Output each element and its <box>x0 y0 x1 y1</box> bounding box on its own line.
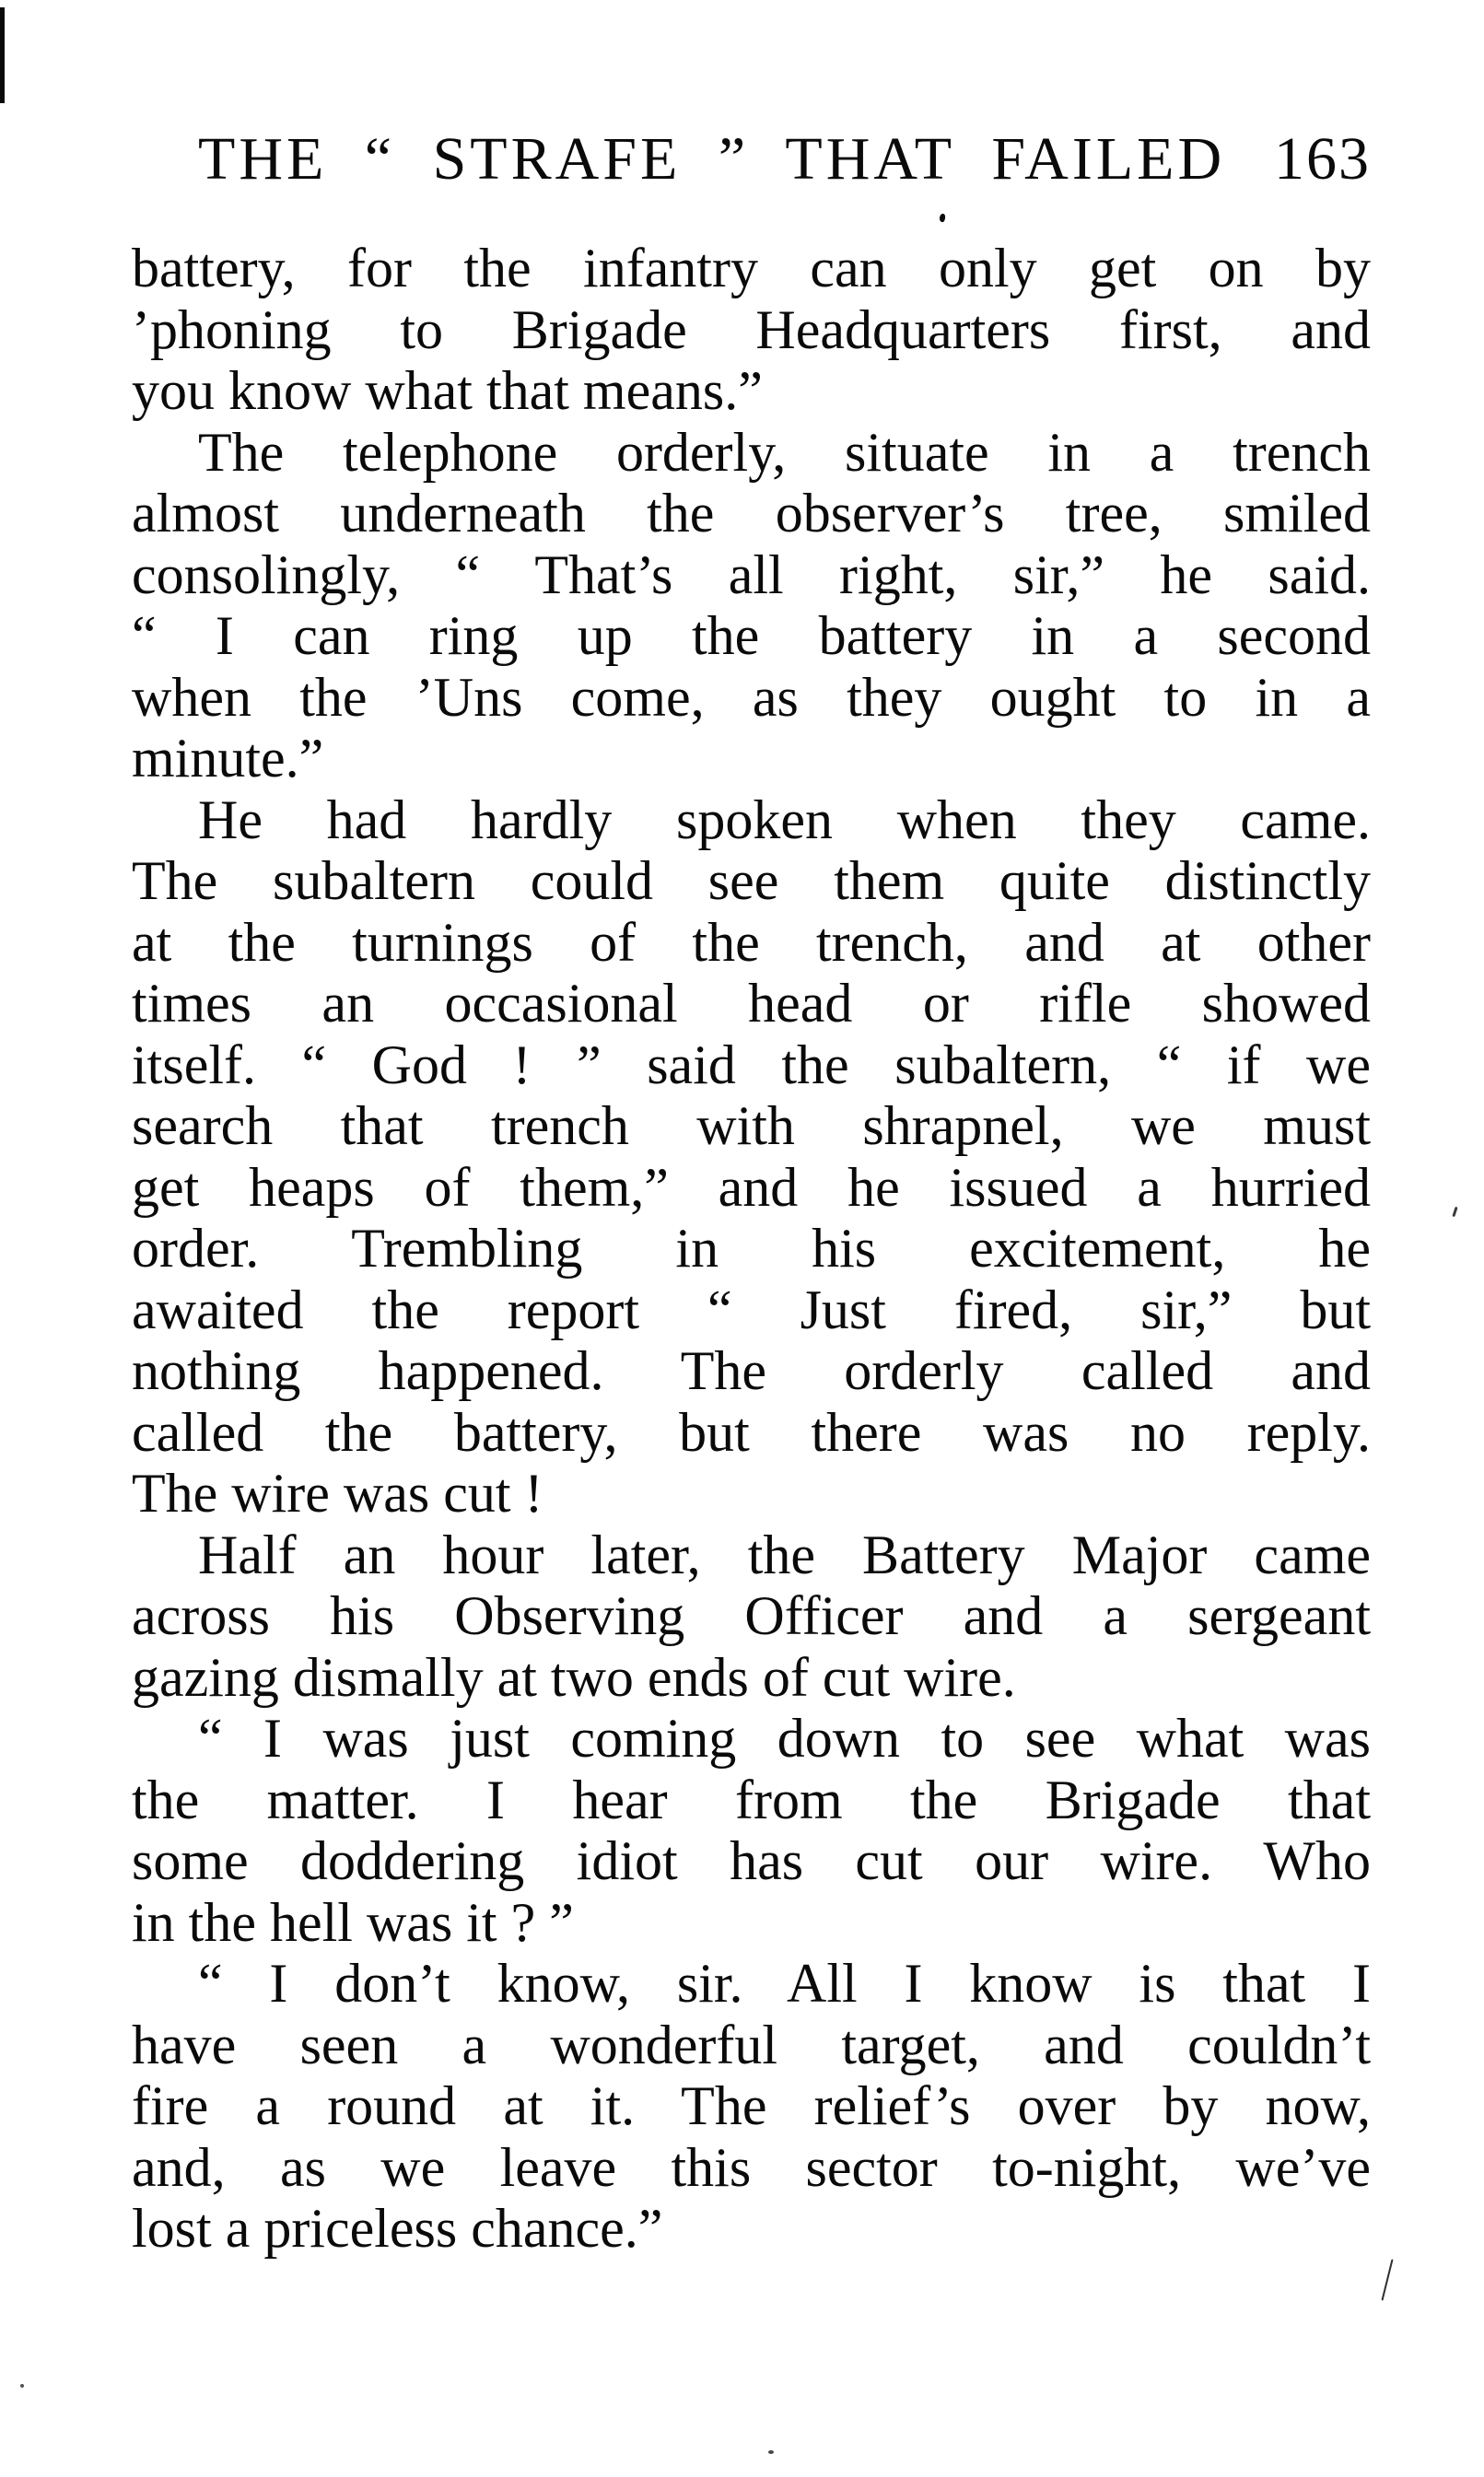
text-line: times an occasional head or rifle showed <box>132 973 1371 1034</box>
text-line: the matter. I hear from the Brigade that <box>132 1769 1371 1830</box>
text-line: order. Trembling in his excitement, he <box>132 1218 1371 1279</box>
text-line: “ I can ring up the battery in a second <box>132 605 1371 666</box>
text-line: “ I was just coming down to see what was <box>198 1708 1371 1769</box>
scan-artifact-speck <box>1452 1207 1457 1217</box>
scan-artifact-speck <box>939 213 946 222</box>
text-line: at the turnings of the trench, and at other <box>132 911 1371 973</box>
scan-artifact-speck <box>20 2384 24 2388</box>
text-line: consolingly, “ That’s all right, sir,” he said. <box>132 543 1371 605</box>
text-line: itself. “ God ! ” said the subaltern, “ if we <box>132 1034 1371 1095</box>
page-header <box>132 127 1371 192</box>
text-line: fire a round at it. The relief’s over by now, <box>132 2075 1371 2136</box>
text-line: nothing happened. The orderly called and <box>132 1340 1371 1401</box>
text-line: you know what that means.” <box>132 360 763 421</box>
text-line: “ I don’t know, sir. All I know is that I <box>198 1953 1371 2014</box>
text-line: search that trench with shrapnel, we must <box>132 1095 1371 1156</box>
text-line: when the ’Uns come, as they ought to in a <box>132 666 1371 728</box>
text-line: almost underneath the observer’s tree, smiled <box>132 483 1371 543</box>
page-number: 163 <box>1274 125 1371 193</box>
text-line: have seen a wonderful target, and couldn’t <box>132 2014 1371 2075</box>
text-line: across his Observing Officer and a sergeant <box>132 1585 1371 1646</box>
text-line: some doddering idiot has cut our wire. Who <box>132 1830 1371 1891</box>
text-line: called the battery, but there was no reply. <box>132 1401 1371 1463</box>
text-line: The subaltern could see them quite distinctly <box>132 850 1371 911</box>
scan-artifact-left-bar <box>0 7 5 103</box>
text-line: and, as we leave this sector to-night, we’ve <box>132 2136 1371 2198</box>
text-line: Half an hour later, the Battery Major came <box>198 1524 1371 1585</box>
scan-artifact-scratch <box>1381 2259 1393 2300</box>
text-line: ’phoning to Brigade Headquarters first, and <box>132 298 1371 360</box>
text-line: awaited the report “ Just fired, sir,” but <box>132 1279 1371 1340</box>
text-line: in the hell was it ? ” <box>132 1891 574 1953</box>
text-line: battery, for the infantry can only get on by <box>132 238 1371 298</box>
body-text <box>132 238 1371 2260</box>
text-line: minute.” <box>132 728 324 789</box>
text-line: gazing dismally at two ends of cut wire. <box>132 1646 1016 1708</box>
running-head-title: THE “ STRAFE ” THAT FAILED <box>198 125 1226 193</box>
text-line: get heaps of them,” and he issued a hurried <box>132 1156 1371 1218</box>
text-line: The wire was cut ! <box>132 1463 543 1524</box>
scan-artifact-speck <box>768 2450 774 2454</box>
text-line: lost a priceless chance.” <box>132 2198 663 2259</box>
text-line: He had hardly spoken when they came. <box>198 789 1371 850</box>
text-line: The telephone orderly, situate in a trench <box>198 421 1371 483</box>
